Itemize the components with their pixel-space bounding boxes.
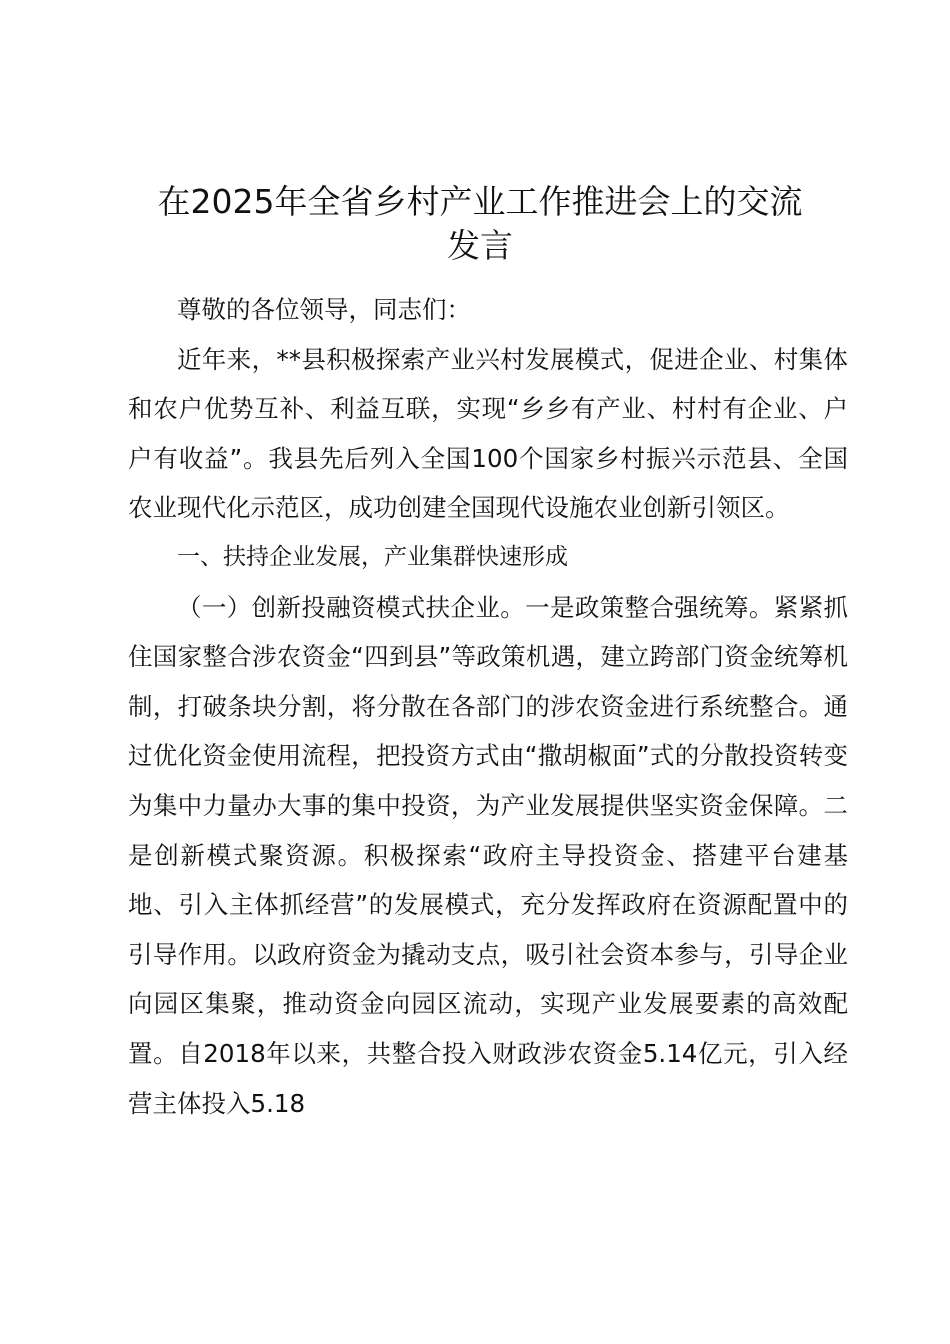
document-title [110, 180, 850, 268]
paragraph-section-1-1: （一）创新投融资模式扶企业。一是政策整合强统筹。紧紧抓住国家整合涉农资金“四到县”等政策机遇，建立跨部门资金统筹机制，打破条块分割，将分散在各部门的涉农资金进行系统整合。通过优化资金使用流程，把投资方式由“撒胡椒面”式的分散投资转变为集中力量办大事的集中投资，为产业发展提供坚实资金保障。二是创新模式聚资源。积极探索“政府主导投资金、搭建平台建基地、引入主体抓经营”的发展模式，充分发挥政府在资源配置中的引导作用。以政府资金为撬动支点，吸引社会资本参与，引导企业向园区集聚，推动资金向园区流动，实现产业发展要素的高效配置。自2018年以来，共整合投入财政涉农资金5.14亿元，引入经营主体投入5.18 [128, 592, 848, 1118]
salutation: 尊敬的各位领导，同志们： [177, 295, 471, 324]
title-line-2: 发言 [447, 226, 513, 265]
paragraph-intro: 近年来，**县积极探索产业兴村发展模式，促进企业、村集体和农户优势互补、利益互联，实现“乡乡有产业、村村有企业、户户有收益”。我县先后列入全国100个国家乡村振兴示范县、全国农业现代化示范区，成功创建全国现代设施农业创新引领区。 [128, 344, 848, 523]
section-heading-1: 一、扶持企业发展，产业集群快速形成 [177, 543, 568, 570]
title-line-1: 在2025年全省乡村产业工作推进会上的交流 [157, 182, 803, 221]
document-body [128, 285, 848, 1128]
